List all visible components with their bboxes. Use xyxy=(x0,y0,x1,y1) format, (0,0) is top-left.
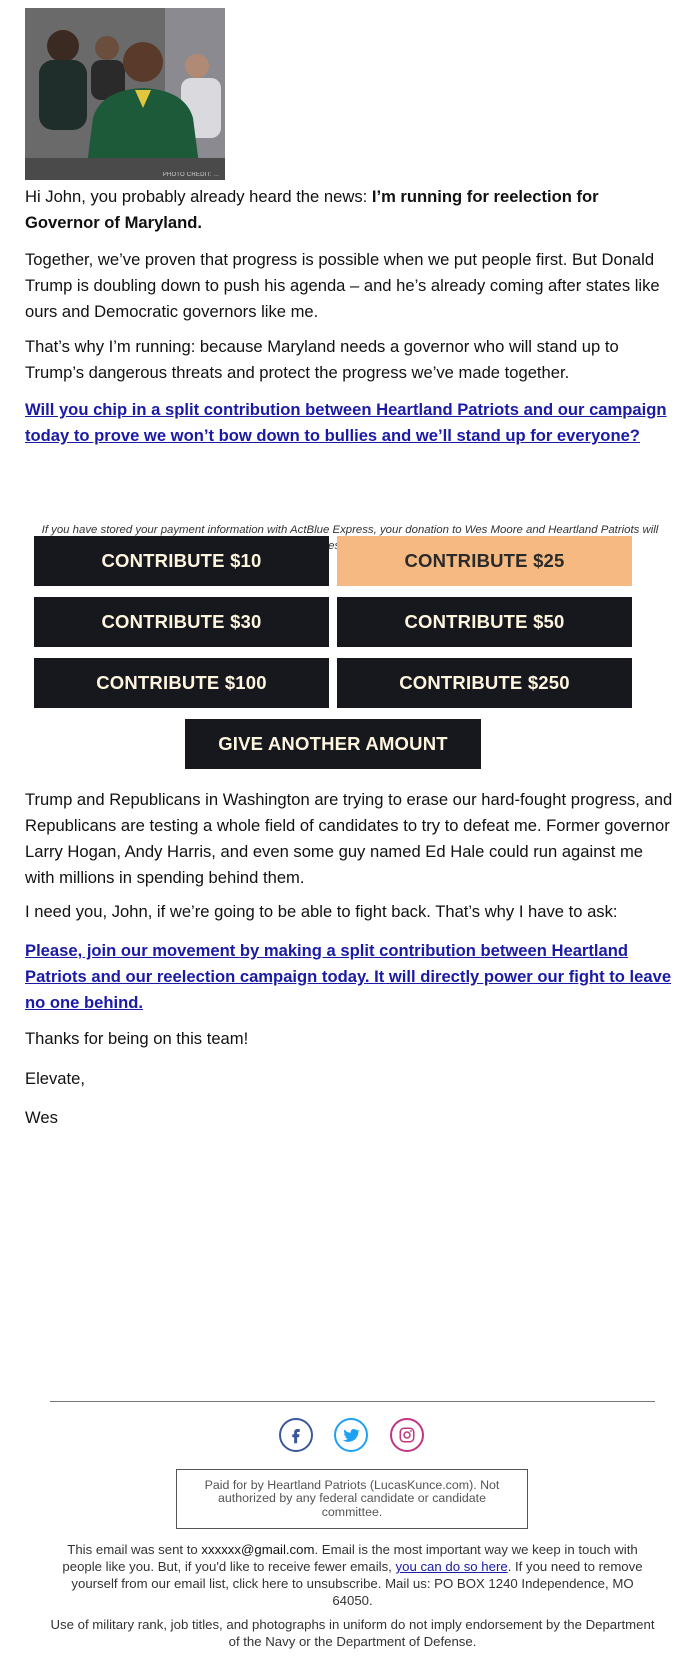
contribute-50-button[interactable]: CONTRIBUTE $50 xyxy=(337,597,632,647)
photo-illustration xyxy=(25,8,225,180)
thanks-line: Thanks for being on this team! xyxy=(25,1029,249,1048)
contribute-25-button[interactable]: CONTRIBUTE $25 xyxy=(337,536,632,586)
paid-for-disclaimer: Paid for by Heartland Patriots (LucasKunce.com). Not authorized by any federal candidate or candidate committee. xyxy=(176,1469,528,1529)
paragraph-ask: I need you, John, if we’re going to be able to fight back. That’s why I have to ask: xyxy=(25,902,618,921)
facebook-glyph xyxy=(287,1426,305,1444)
contribution-link-1[interactable]: Will you chip in a split contribution between Heartland Patriots and our campaign today to prove we won’t bow down to bullies and we’ll stand up for everyone? xyxy=(25,400,667,445)
paragraph-progress: Together, we’ve proven that progress is possible when we put people first. But Donald Trump is doubling down to push his agenda – and he’s already coming after states like ours and Democratic governors like me. xyxy=(25,250,660,321)
greeting-paragraph xyxy=(25,184,675,236)
signoff-line: Elevate, xyxy=(25,1069,85,1088)
sent-mid: . Email is the most important way we keep in touch with people like you. But, if you'd like to receive fewer emails, xyxy=(62,1542,638,1574)
greeting-text: Hi John, you probably already heard the news: xyxy=(25,187,372,206)
sent-prefix: This email was sent to xyxy=(67,1542,202,1557)
signature: Wes xyxy=(25,1108,58,1127)
contribute-250-button[interactable]: CONTRIBUTE $250 xyxy=(337,658,632,708)
contribute-100-button[interactable]: CONTRIBUTE $100 xyxy=(34,658,329,708)
hero-photo xyxy=(25,8,225,180)
recipient-email: xxxxxx@gmail.com xyxy=(201,1542,315,1557)
footer-divider xyxy=(50,1401,655,1402)
twitter-glyph xyxy=(342,1426,360,1444)
instagram-glyph xyxy=(398,1426,416,1444)
fewer-emails-link[interactable]: you can do so here xyxy=(395,1559,508,1574)
photo-credit: PHOTO CREDIT: ... xyxy=(162,172,219,178)
email-sent-notice xyxy=(50,1541,655,1609)
facebook-icon[interactable] xyxy=(279,1418,313,1452)
instagram-icon[interactable] xyxy=(390,1418,424,1452)
twitter-icon[interactable] xyxy=(334,1418,368,1452)
paragraph-why-running: That’s why I’m running: because Maryland needs a governor who will stand up to Trump’s dangerous threats and protect the progress we’ve made together. xyxy=(25,337,619,382)
military-disclaimer: Use of military rank, job titles, and photographs in uniform do not imply endorsement by the Department of the Navy or the Department of Defense. xyxy=(50,1617,655,1649)
contribution-link-2[interactable]: Please, join our movement by making a split contribution between Heartland Patriots and our reelection campaign today. It will directly power our fight to leave no one behind. xyxy=(25,941,672,1012)
contribute-10-button[interactable]: CONTRIBUTE $10 xyxy=(34,536,329,586)
actblue-express-note: If you have stored your payment information with ActBlue Express, your donation to Wes Moore and Heartland Patriots will xyxy=(41,524,659,536)
greeting-bold: I’m running for reelection for Governor of Maryland. xyxy=(25,187,599,232)
give-another-amount-button[interactable]: GIVE ANOTHER AMOUNT xyxy=(185,719,481,769)
paragraph-republicans: Trump and Republicans in Washington are trying to erase our hard-fought progress, and Republicans are testing a whole field of candidates to try to defeat me. Former governor Larry Hogan, Andy Harris, and even some guy named Ed Hale could run against me with millions in spending behind them. xyxy=(25,790,673,887)
contribute-30-button[interactable]: CONTRIBUTE $30 xyxy=(34,597,329,647)
sent-suffix: . If you need to remove yourself from our email list, click here to unsubscribe. Mail us: PO BOX 1240 Independence, MO 64050. xyxy=(71,1559,643,1608)
